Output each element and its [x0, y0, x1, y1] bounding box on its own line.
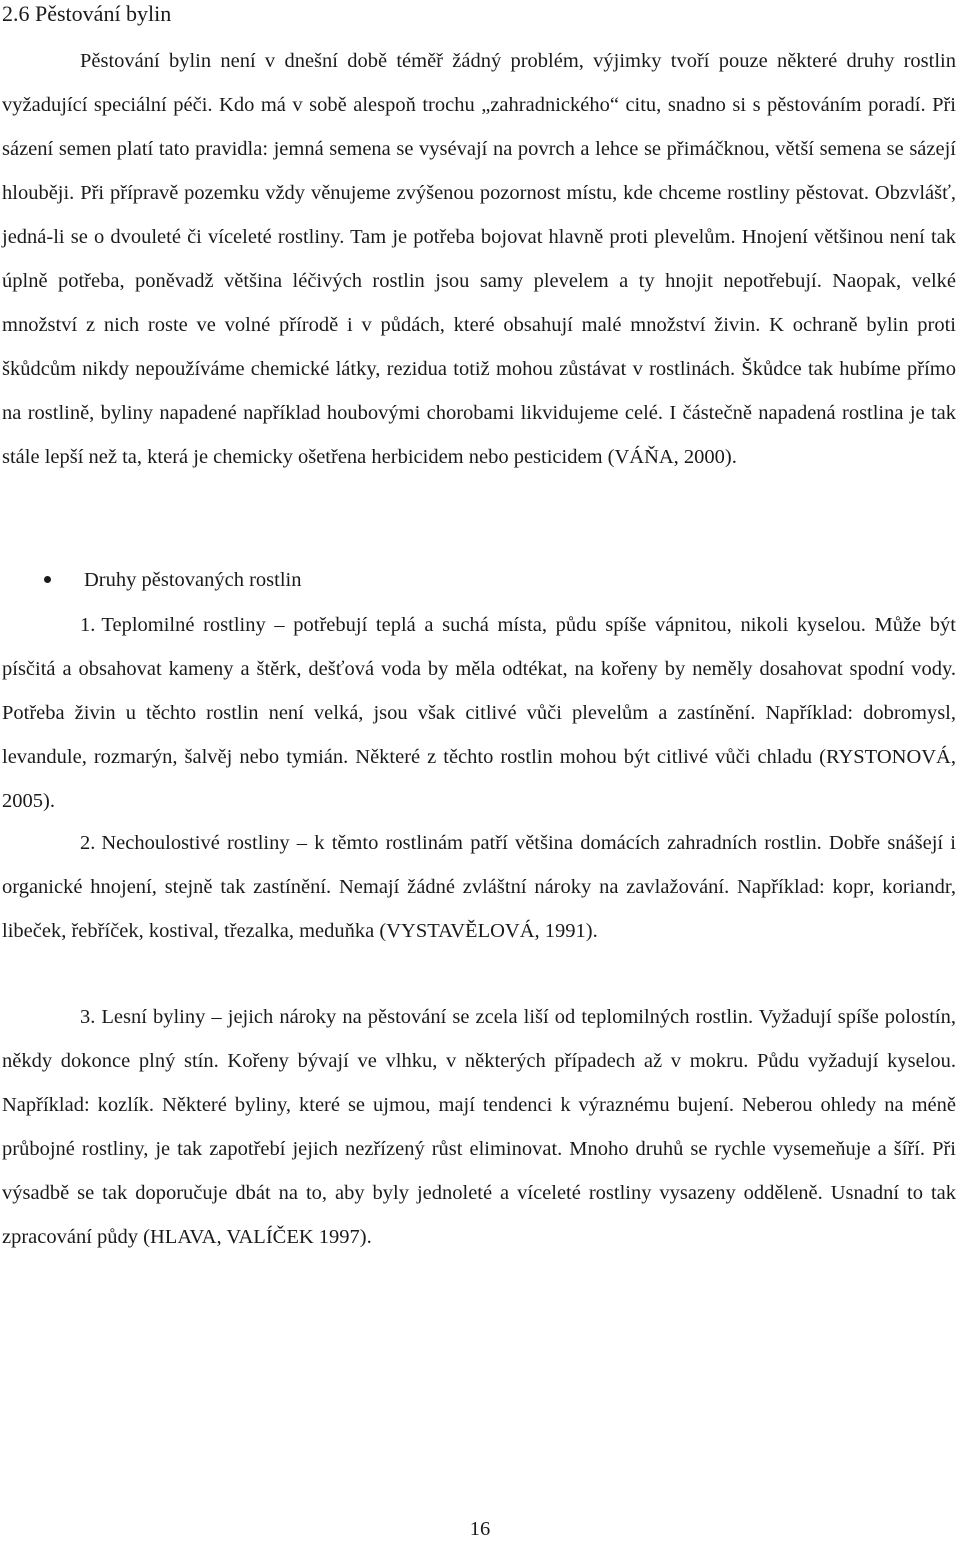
list-item-2 — [2, 821, 956, 953]
list-item-text: Teplomilné rostliny – potřebují teplá a suchá místa, půdu spíše vápnitou, nikoli kyselou. Může být písčitá a obsahovat kameny a štěrk, dešťová voda by měla odtékat, na kořeny by neměly dosahovat spodní vody. Potřeba živin u těchto rostlin není velká, jsou však citlivé vůči plevelům a zastínění. Například: dobromysl, levandule, rozmarýn, šalvěj nebo tymián. Některé z těchto rostlin mohou být citlivé vůči chladu (RYSTONOVÁ, 2005). — [2, 614, 956, 812]
list-item-text: Lesní byliny – jejich nároky na pěstování se zcela liší od teplomilných rostlin. Vyžadují spíše polostín, někdy dokonce plný stín. Kořeny bývají ve vlhku, v některých případech až v mokru. Půdu vyžadují kyselou. Například: kozlík. Některé byliny, které se ujmou, mají tendenci k výraznému bujení. Neberou ohledy na méně průbojné rostliny, je tak zapotřebí jejich nezřízený růst eliminovat. Mnoho druhů se rychle vysemeňuje a šíří. Při výsadbě se tak doporučuje dbát na to, aby byly jednoleté a víceleté rostliny vysazeny odděleně. Usnadní to tak zpracování půdy (HLAVA, VALÍČEK 1997). — [2, 1006, 956, 1248]
bullet-dot-icon — [44, 576, 51, 583]
list-item-text: Nechoulostivé rostliny – k těmto rostlinám patří většina domácích zahradních rostlin. Dobře snášejí i organické hnojení, stejně tak zastínění. Nemají žádné zvláštní nároky na zavlažování. Například: kopr, koriandr, libeček, řebříček, kostival, třezalka, meduňka (VYSTAVĚLOVÁ, 1991). — [2, 832, 956, 942]
bullet-item-label: Druhy pěstovaných rostlin — [84, 569, 302, 591]
list-item-1 — [2, 603, 956, 823]
list-item-number: 1. — [80, 614, 96, 636]
list-item-3 — [2, 995, 956, 1259]
page-number: 16 — [469, 1518, 491, 1540]
section-heading: 2.6 Pěstování bylin — [2, 1, 172, 26]
list-item-number: 3. — [80, 1006, 96, 1028]
list-item-number: 2. — [80, 832, 96, 854]
intro-paragraph: Pěstování bylin není v dnešní době téměř žádný problém, výjimky tvoří pouze některé druhy rostlin vyžadující speciální péči. Kdo má v sobě alespoň trochu „zahradnického“ citu, snadno si s pěstováním poradí. Při sázení semen platí tato pravidla: jemná semena se vysévají na povrch a lehce se přimáčknou, větší semena se sázejí hlouběji. Při přípravě pozemku vždy věnujeme zvýšenou pozornost místu, kde chceme rostliny pěstovat. Obzvlášť, jedná-li se o dvouleté či víceleté rostliny. Tam je potřeba bojovat hlavně proti plevelům. Hnojení většinou není tak úplně potřeba, poněvadž většina léčivých rostlin jsou samy plevelem a ty hnojit nepotřebují. Naopak, velké množství z nich roste ve volné přírodě i v půdách, které obsahují malé množství živin. K ochraně bylin proti škůdcům nikdy nepoužíváme chemické látky, rezidua totiž mohou zůstávat v rostlinách. Škůdce tak hubíme přímo na rostlině, byliny napadené například houbovými chorobami likvidujeme celé. I částečně napadená rostlina je tak stále lepší než ta, která je chemicky ošetřena herbicidem nebo pesticidem (VÁŇA, 2000). — [2, 50, 956, 468]
